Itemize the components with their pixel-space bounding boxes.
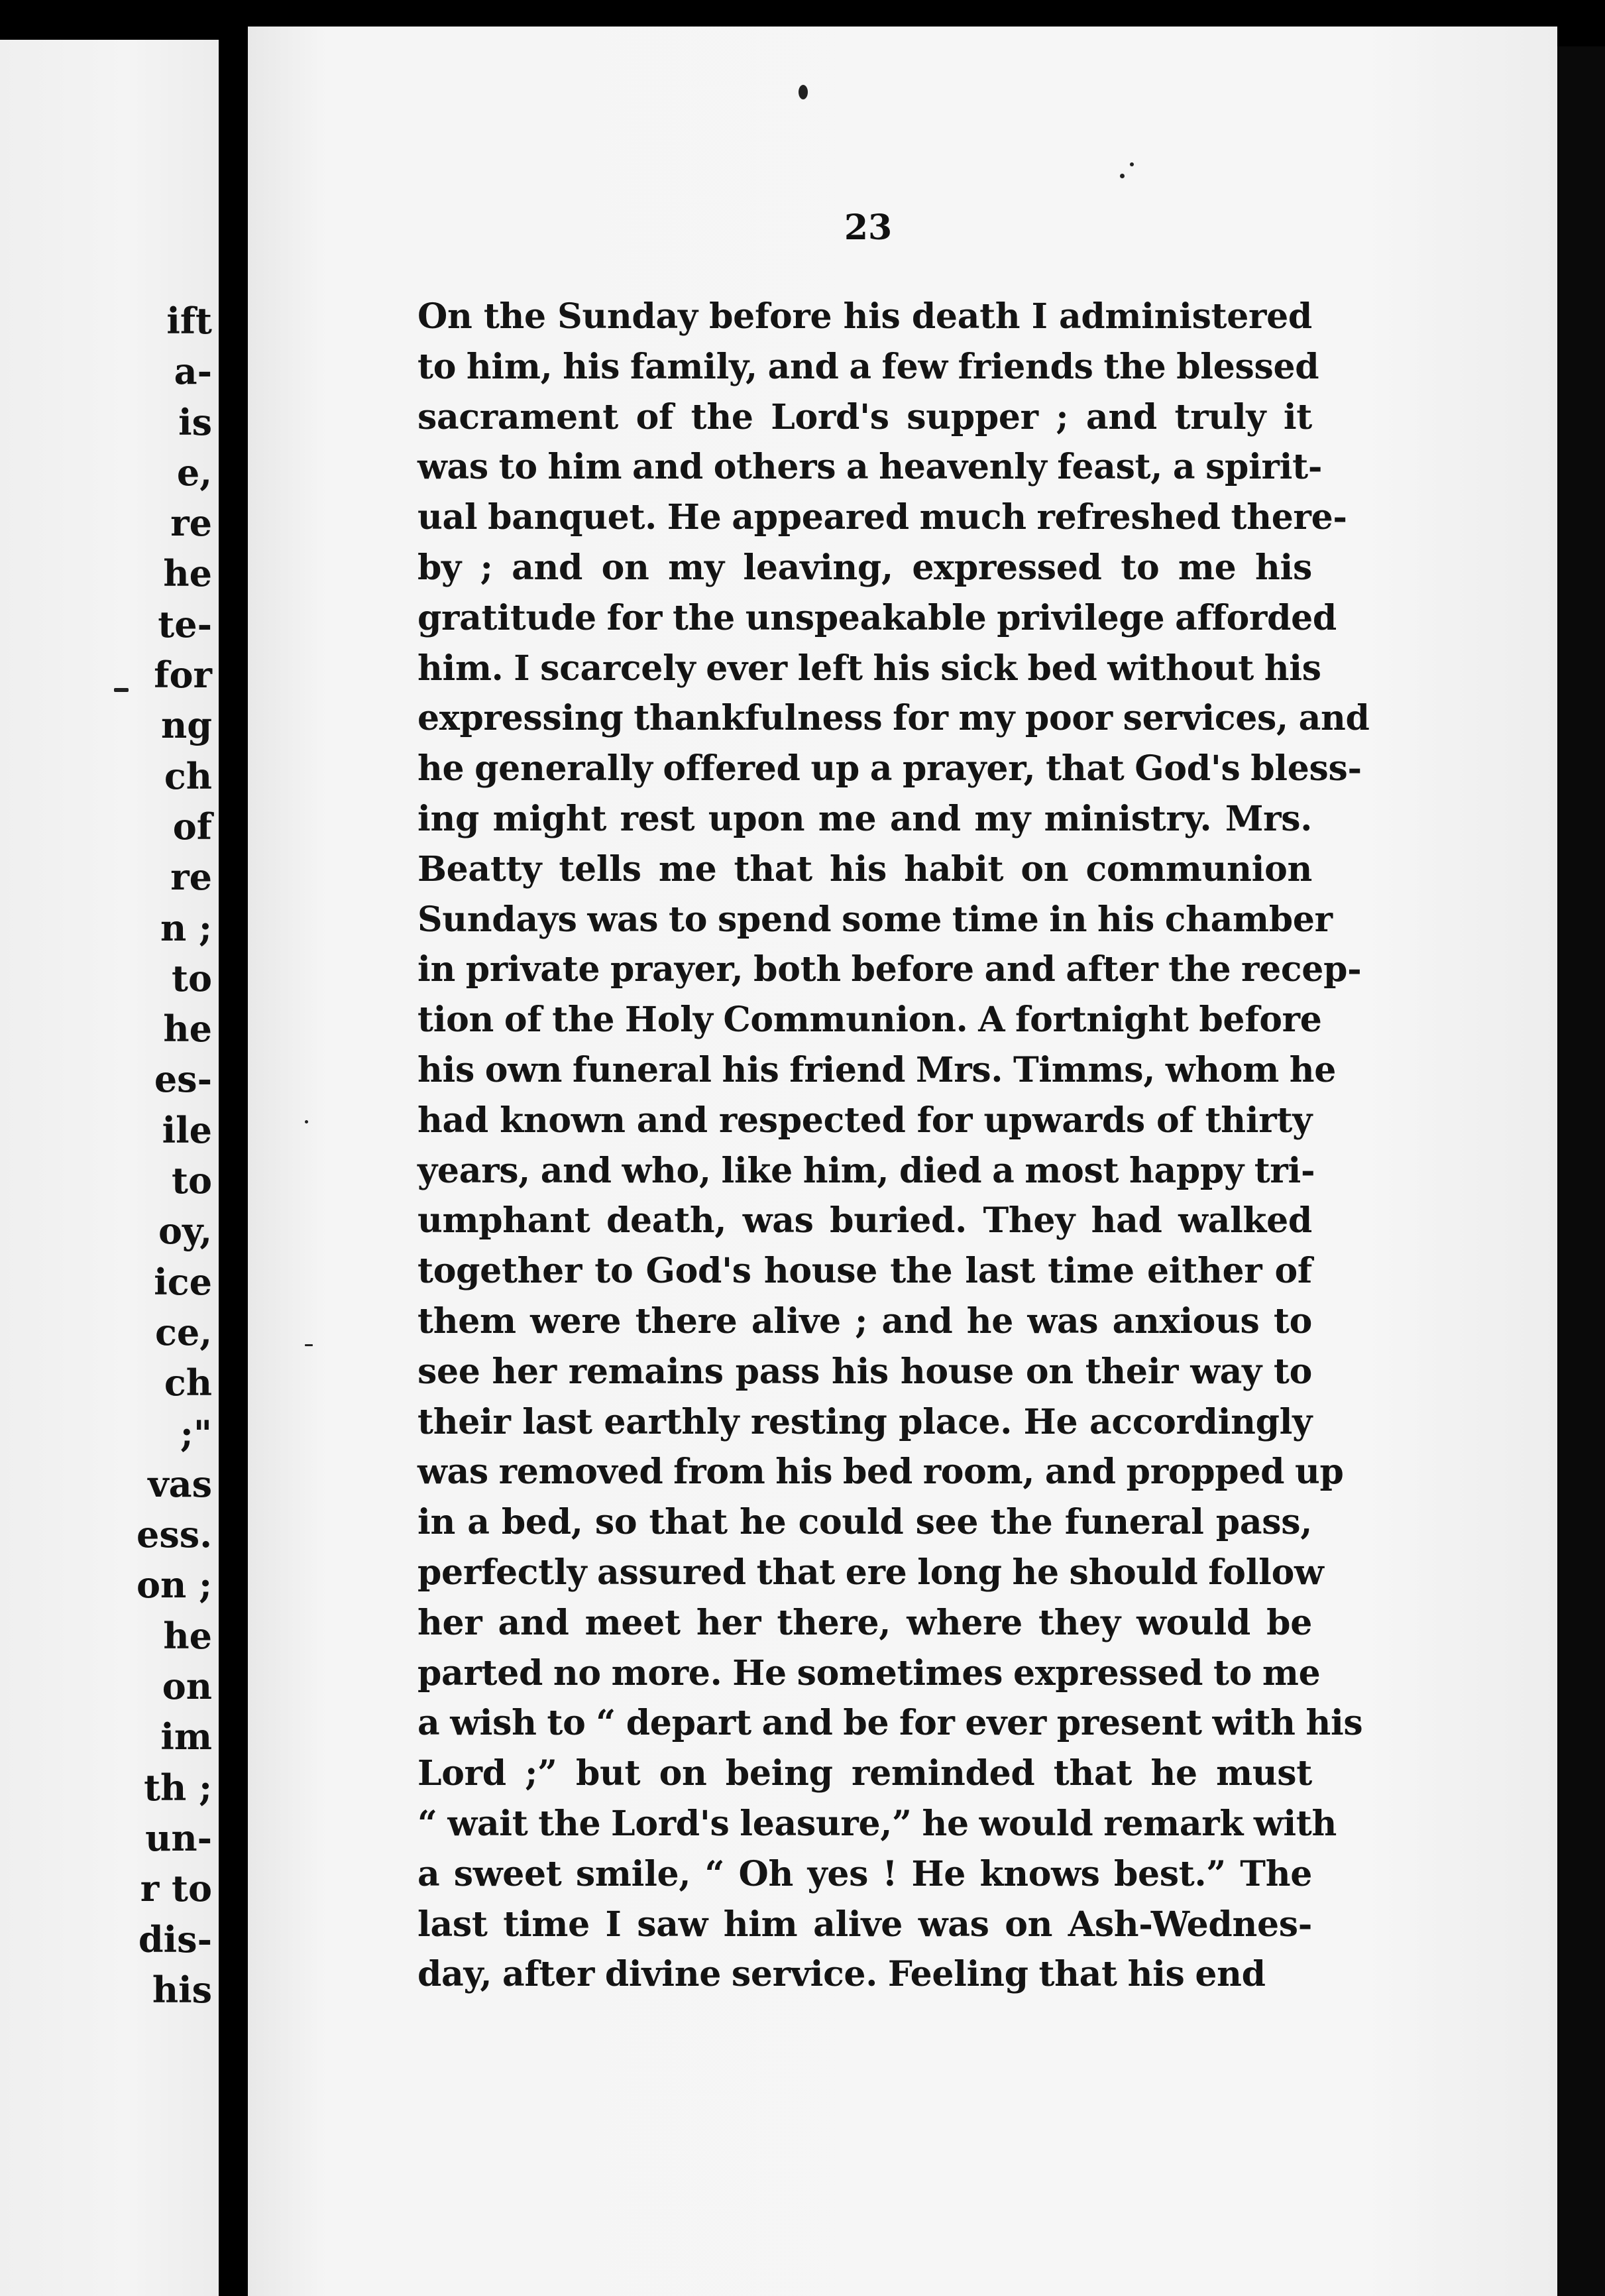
text-line: expressing thankfulness for my poor services, and	[417, 698, 1370, 739]
text-line: day, after divine service. Feeling that his end	[417, 1954, 1266, 1995]
facing-line: on ;	[136, 1564, 212, 1607]
text-line: him. I scarcely ever left his sick bed without his	[417, 648, 1321, 689]
text-line: a wish to “ depart and be for ever present with his	[417, 1703, 1363, 1744]
facing-line: of	[172, 805, 212, 848]
text-line: he generally offered up a prayer, that God's bless-	[417, 748, 1362, 789]
scan-speck	[1120, 174, 1125, 178]
text-line: her and meet her there, where they would be	[417, 1602, 1312, 1643]
text-line: perfectly assured that ere long he should follow	[417, 1552, 1324, 1593]
facing-line: ;"	[180, 1412, 212, 1455]
text-line: Lord ;” but on being reminded that he must	[417, 1753, 1312, 1794]
facing-line: his	[152, 1968, 212, 2011]
page-edge	[1557, 46, 1605, 2296]
facing-line: es-	[154, 1058, 212, 1101]
facing-line: ch	[164, 754, 212, 797]
facing-line: he	[163, 552, 212, 595]
facing-line: re	[170, 856, 212, 899]
facing-line: oy,	[158, 1210, 212, 1253]
facing-line: te-	[158, 603, 212, 646]
text-line: was to him and others a heavenly feast, a spirit-	[417, 447, 1323, 488]
scan-speck	[305, 1120, 308, 1123]
facing-line: on	[162, 1665, 212, 1708]
text-line: ual banquet. He appeared much refreshed there-	[417, 497, 1347, 538]
text-line: last time I saw him alive was on Ash-Wednes-	[417, 1904, 1312, 1945]
facing-line: ice	[154, 1260, 212, 1303]
text-line: gratitude for the unspeakable privilege afforded	[417, 597, 1337, 638]
text-line: a sweet smile, “ Oh yes ! He knows best.” The	[417, 1853, 1312, 1894]
text-line: “ wait the Lord's leasure,” he would remark with	[417, 1803, 1337, 1844]
text-line: years, and who, like him, died a most happy tri-	[417, 1150, 1315, 1191]
scan-speck	[1130, 162, 1134, 166]
text-line: by ; and on my leaving, expressed to me his	[417, 547, 1312, 588]
scan-speck	[305, 1344, 313, 1346]
facing-line: to	[172, 1159, 212, 1202]
text-line: tion of the Holy Communion. A fortnight before	[417, 1000, 1322, 1041]
text-line: his own funeral his friend Mrs. Timms, whom he	[417, 1049, 1337, 1090]
facing-line: ce,	[154, 1310, 212, 1353]
facing-line: re	[170, 502, 212, 545]
facing-line: e,	[176, 451, 212, 494]
text-line: them were there alive ; and he was anxious to	[417, 1300, 1312, 1342]
facing-line: dis-	[138, 1918, 212, 1961]
facing-line: ile	[162, 1108, 212, 1151]
facing-line: ess.	[137, 1513, 212, 1556]
page-number: 23	[844, 207, 893, 248]
facing-line: he	[163, 1614, 212, 1657]
facing-line: ch	[164, 1361, 212, 1405]
page-body-text	[417, 292, 1370, 2000]
facing-line: a-	[174, 350, 212, 393]
text-line: together to God's house the last time either of	[417, 1251, 1312, 1292]
facing-line: he	[163, 1007, 212, 1051]
text-line: On the Sunday before his death I administered	[417, 296, 1312, 337]
text-line: Sundays was to spend some time in his chamber	[417, 899, 1333, 940]
text-line: their last earthly resting place. He accordingly	[417, 1401, 1312, 1442]
text-line: sacrament of the Lord's supper ; and truly it	[417, 396, 1312, 437]
scan-speck	[114, 688, 129, 692]
scan-speck	[799, 85, 808, 99]
text-line: was removed from his bed room, and propped up	[417, 1452, 1344, 1493]
text-line: ing might rest upon me and my ministry. Mrs.	[417, 798, 1312, 839]
text-line: in a bed, so that he could see the funeral pass,	[417, 1502, 1312, 1543]
facing-line: vas	[148, 1462, 212, 1505]
text-line: parted no more. He sometimes expressed to me	[417, 1652, 1321, 1693]
facing-page-fragment	[0, 40, 219, 2296]
text-line: to him, his family, and a few friends the blessed	[417, 346, 1319, 387]
text-line: see her remains pass his house on their way to	[417, 1351, 1312, 1392]
facing-line: ng	[160, 704, 212, 747]
facing-line: to	[172, 956, 212, 1000]
book-gutter	[219, 0, 248, 2296]
facing-line: is	[178, 400, 212, 443]
facing-page-text	[137, 296, 212, 2015]
text-line: Beatty tells me that his habit on communion	[417, 848, 1312, 890]
facing-line: ift	[166, 300, 212, 342]
text-line: umphant death, was buried. They had walked	[417, 1200, 1312, 1241]
facing-line: n ;	[160, 906, 212, 949]
facing-line: r to	[140, 1867, 212, 1910]
facing-line: for	[154, 654, 212, 697]
facing-line: im	[160, 1715, 212, 1758]
facing-line: un-	[145, 1816, 212, 1859]
text-line: had known and respected for upwards of thirty	[417, 1100, 1312, 1141]
text-line: in private prayer, both before and after the recep-	[417, 949, 1362, 990]
facing-line: th ;	[144, 1766, 212, 1809]
